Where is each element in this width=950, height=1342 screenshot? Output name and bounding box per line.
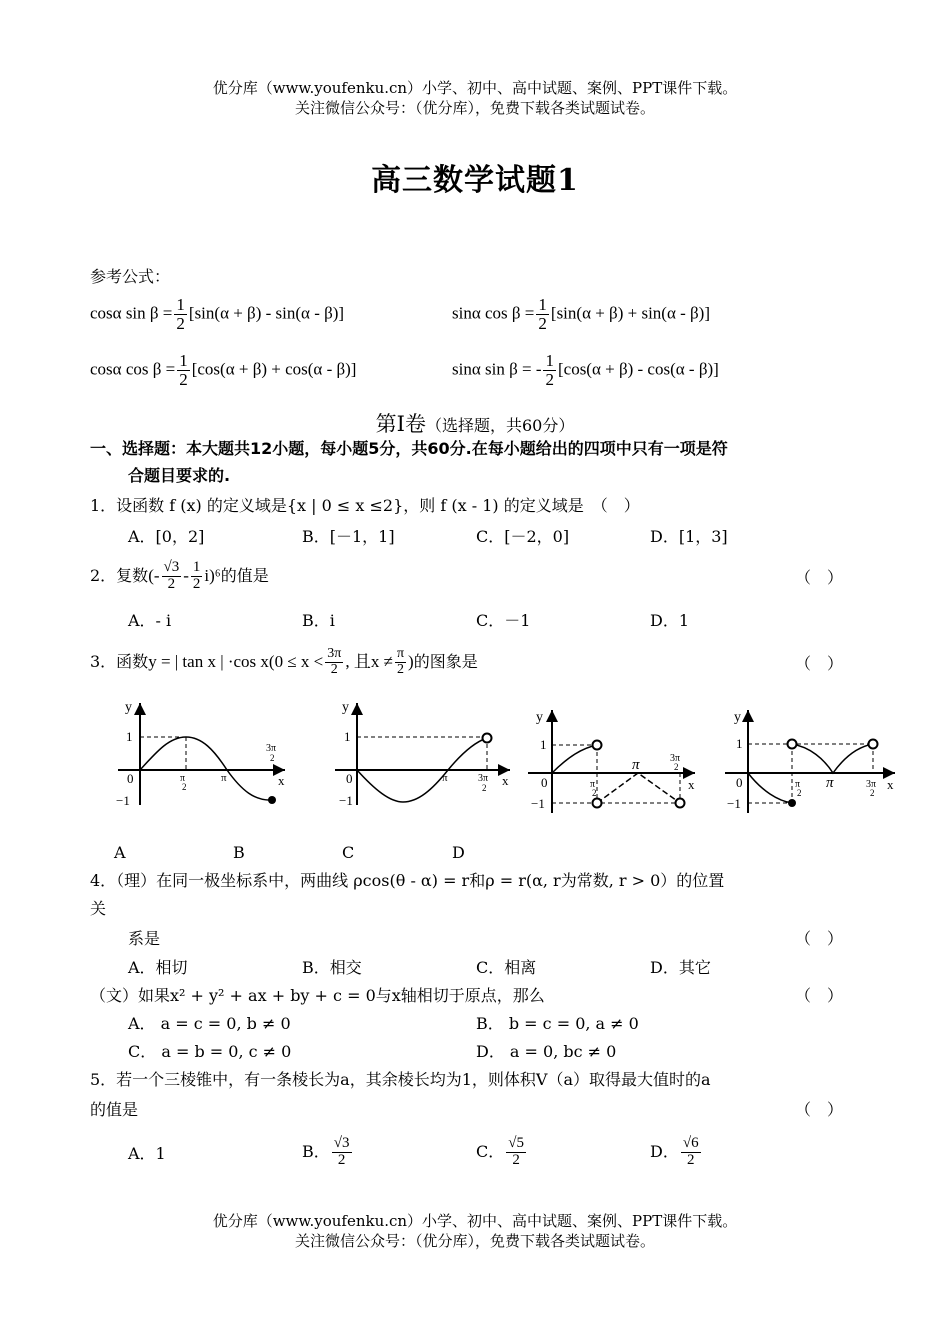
graph-b-x-label: x	[502, 773, 509, 788]
graph-label-b: B	[233, 843, 245, 862]
q4-line-3: 系是	[128, 929, 161, 948]
q5-option-d: D． $\frac{√6}{2}$	[650, 1135, 699, 1168]
q5-answer-paren: （ ）	[795, 1100, 844, 1119]
graph-a-tick-neg1: −1	[116, 793, 130, 808]
part-instruction-line-1: 一、选择题：本大题共12小题，每小题5分，共60分.在每小题给出的四项中只有一项是符	[90, 439, 728, 458]
page-title: 高三数学试题1	[371, 163, 579, 198]
graph-c-tick-3pi-num: 3π	[670, 753, 681, 764]
formula-3: cosα cos β = $\frac{1}{2}$ [cos(α + β) + cos(α - β)]	[90, 351, 357, 389]
graph-c-open-point-1	[593, 741, 602, 750]
graph-d-tick-halfpi-den: 2	[797, 788, 802, 798]
graph-a-tick-1: 1	[126, 729, 133, 744]
q2-option-a: A．- i	[128, 611, 172, 630]
q3-graphs	[110, 695, 910, 820]
graph-d-curve-1	[748, 773, 792, 803]
graph-c-tick-0: 0	[541, 775, 548, 790]
q4-wen-option-c: C． a = b = 0, c ≠ 0	[128, 1042, 292, 1061]
graph-d-open-point-3	[869, 740, 878, 749]
graph-b-tick-neg1: −1	[339, 793, 353, 808]
graph-label-a: A	[114, 843, 126, 862]
q4-option-a: A．相切	[128, 958, 188, 977]
q4-option-d: D．其它	[650, 958, 711, 977]
part-instruction-line-2: 合题目要求的.	[128, 466, 231, 485]
graph-b-tick-3pi-num: 3π	[478, 773, 489, 784]
header-line-2: 关注微信公众号：（优分库），免费下载各类试题试卷。	[294, 99, 655, 117]
q1-option-b: B．[－1，1]	[302, 527, 395, 546]
q4-wen-option-b: B． b = c = 0, a ≠ 0	[476, 1014, 639, 1033]
q1-option-d: D．[1，3]	[650, 527, 728, 546]
q2-option-c: C．－1	[476, 611, 531, 630]
q5-line-2: 的值是	[90, 1100, 139, 1119]
graph-a-tick-halfpi-den: 2	[182, 782, 187, 792]
graph-c-open-point-3	[676, 799, 685, 808]
graph-a-tick-3pi-den: 2	[270, 753, 275, 763]
graph-c-open-point-2	[593, 799, 602, 808]
footer-line-1: 优分库（www.youfenku.cn）小学、初中、高中试题、案例、PPT课件下载。	[212, 1212, 738, 1230]
q2-option-d: D．1	[650, 611, 690, 630]
q1-stem: 1．设函数 f (x) 的定义域是{x | 0 ≤ x ≤2}，则 f (x - 1) 的定义域是 （ ）	[90, 496, 640, 515]
graph-d-curve-2	[792, 744, 873, 773]
graph-d-tick-halfpi-num: π	[795, 779, 801, 790]
q1-option-a: A．[0，2]	[128, 527, 205, 546]
graph-label-d: D	[452, 843, 465, 862]
q4-answer-paren: （ ）	[795, 929, 844, 948]
q5-option-b: B． $\frac{√3}{2}$	[302, 1135, 350, 1168]
graph-c-curve-2	[597, 773, 680, 803]
graph-label-c: C	[342, 843, 355, 862]
graph-d-tick-1: 1	[736, 736, 743, 751]
graph-c-tick-neg1: −1	[531, 796, 545, 811]
formula-4: sinα sin β = - $\frac{1}{2}$ [cos(α + β) - cos(α - β)]	[452, 351, 719, 389]
q4-option-b: B．相交	[302, 958, 362, 977]
graph-d-x-label: x	[887, 777, 894, 792]
graph-d	[725, 710, 895, 813]
graph-d-point-2	[788, 799, 796, 807]
graph-a-endpoint	[268, 796, 276, 804]
graph-d-tick-3pi-den: 2	[870, 788, 875, 798]
graph-a-tick-0: 0	[127, 771, 134, 786]
q4-wen-option-a: A． a = c = 0, b ≠ 0	[128, 1014, 291, 1033]
graph-a-tick-3pi-num: 3π	[266, 743, 277, 754]
q3-answer-paren: （ ）	[795, 654, 844, 673]
section-heading	[0, 408, 950, 438]
graph-b-tick-0: 0	[346, 771, 353, 786]
graph-b-tick-3pi-den: 2	[482, 783, 487, 793]
graph-b-tick-1: 1	[344, 729, 351, 744]
graph-a-x-label: x	[278, 773, 285, 788]
q4-line-1: 4．（理）在同一极坐标系中，两曲线 ρcos(θ - α) = r和ρ = r(α, r为常数, r > 0）的位置	[90, 871, 725, 890]
graph-c-tick-1: 1	[540, 737, 547, 752]
graph-c-tick-halfpi-num: π	[590, 779, 596, 790]
graph-c-x-label: x	[688, 777, 695, 792]
q4-line-2: 关	[90, 899, 107, 918]
graph-a-tick-halfpi-num: π	[180, 773, 186, 784]
graph-c-tick-halfpi-den: 2	[592, 788, 597, 798]
graph-a-y-label: y	[125, 700, 132, 715]
graph-d-open-point-1	[788, 740, 797, 749]
graph-a-curve	[140, 737, 272, 800]
graph-b-y-label: y	[342, 700, 349, 715]
graph-d-tick-neg1: −1	[727, 796, 741, 811]
graph-b-tick-pi: π	[442, 772, 448, 784]
q2-answer-paren: （ ）	[795, 568, 844, 587]
q4-wen-option-d: D． a = 0, bc ≠ 0	[476, 1042, 617, 1061]
q5-line-1: 5．若一个三棱锥中，有一条棱长为a，其余棱长均为1，则体积V（a）取得最大值时的a	[90, 1070, 711, 1089]
q4-wen-stem: （文）如果x² + y² + ax + by + c = 0与x轴相切于原点，那么	[90, 986, 545, 1005]
graph-b-endpoint	[483, 734, 492, 743]
q5-option-c: C． $\frac{√5}{2}$	[476, 1135, 524, 1168]
graph-c-tick-3pi-den: 2	[674, 762, 679, 772]
graph-a-tick-pi: π	[221, 772, 227, 784]
formula-label: 参考公式：	[90, 267, 171, 286]
graph-c-curve-1	[552, 745, 597, 773]
q2-stem: 2．复数(- $\frac{√3}{2}$ - $\frac{1}{2}$ i)⁶的值是	[90, 559, 269, 592]
q1-option-c: C．[－2，0]	[476, 527, 570, 546]
graph-d-y-label: y	[734, 710, 741, 725]
q2-option-b: B．i	[302, 611, 335, 630]
graph-d-tick-3pi-num: 3π	[866, 779, 877, 790]
formula-1: cosα sin β = $\frac{1}{2}$ [sin(α + β) - sin(α - β)]	[90, 295, 345, 333]
graph-d-tick-pi: π	[826, 775, 834, 791]
q3-stem: 3．函数y = | tan x | ·cos x(0 ≤ x < $\frac{3\pi}{2}$ , 且x ≠ $\frac{\pi}{2}$ )的图象是	[90, 646, 478, 677]
graph-c-y-label: y	[536, 710, 543, 725]
q4-wen-answer-paren: （ ）	[795, 986, 844, 1005]
section-note: （选择题，共60分）	[425, 416, 575, 435]
formula-2: sinα cos β = $\frac{1}{2}$ [sin(α + β) + sin(α - β)]	[452, 295, 710, 333]
graph-c	[528, 710, 695, 813]
graph-a	[116, 700, 285, 808]
q5-option-a: A．1	[128, 1144, 166, 1163]
graph-d-tick-0: 0	[736, 775, 743, 790]
graph-b	[335, 700, 510, 808]
q4-option-c: C．相离	[476, 958, 537, 977]
header-line-1: 优分库（www.youfenku.cn）小学、初中、高中试题、案例、PPT课件下载。	[212, 79, 738, 97]
graph-c-tick-pi: π	[632, 757, 640, 773]
footer-line-2: 关注微信公众号：（优分库），免费下载各类试题试卷。	[294, 1232, 655, 1250]
section-title: 第Ⅰ卷	[375, 412, 426, 436]
